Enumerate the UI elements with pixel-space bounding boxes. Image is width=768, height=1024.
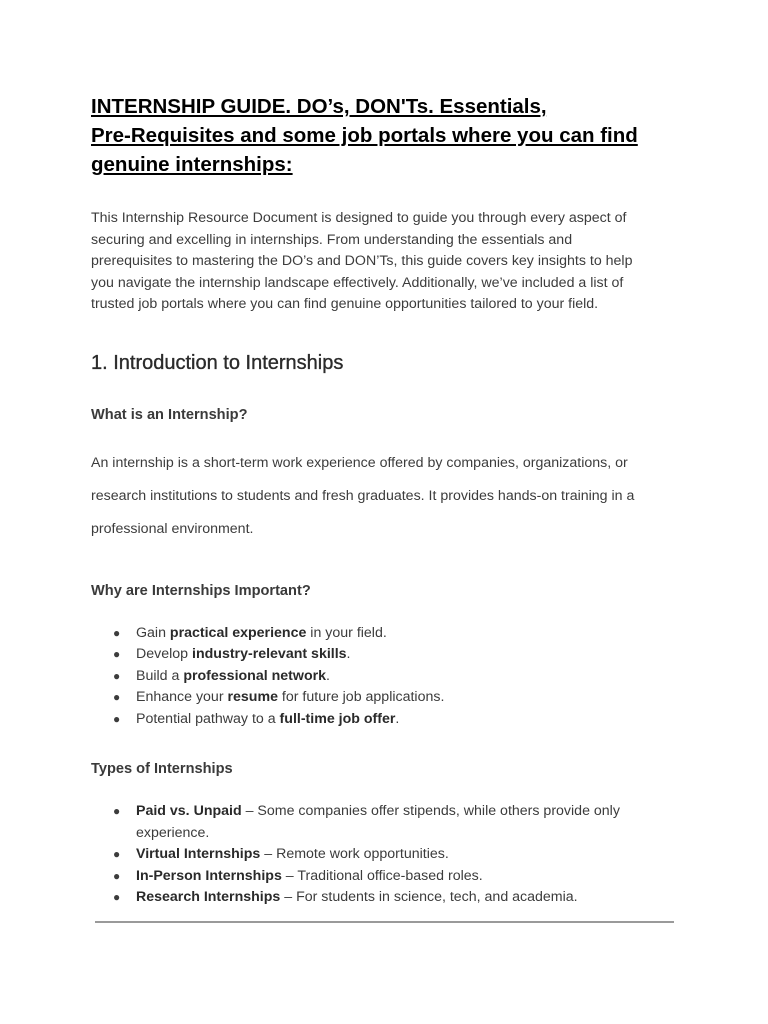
intro-line: prerequisites to mastering the DO’s and DON’Ts, this guide covers key insights to help [91,253,633,270]
why-important-list [91,623,681,731]
item-text: Gain [136,624,170,641]
what-is-internship-paragraph [91,447,681,546]
list-item [91,666,681,688]
item-text: – For students in science, tech, and academia. [280,889,578,906]
list-item [91,644,681,666]
bullet-icon: ● [113,647,121,662]
bullet-icon: ● [113,804,121,819]
bullet-icon: ● [113,690,121,705]
bullet-icon: ● [113,847,121,862]
subheading-why-important: Why are Internships Important? [91,582,311,599]
list-item [91,801,681,844]
paragraph-line: research institutions to students and fresh graduates. It provides hands-on training in a [91,487,635,504]
types-list [91,801,681,909]
item-text: Build a [136,667,184,684]
item-text: . [326,667,330,684]
item-text: . [346,646,351,663]
subheading-what-is-internship: What is an Internship? [91,406,248,423]
item-continuation: experience. [136,824,210,841]
bullet-icon: ● [113,868,121,883]
item-text: . [395,710,400,727]
item-text: – Traditional office-based roles. [281,867,483,884]
subheading-types: Types of Internships [91,761,233,778]
list-item [91,709,681,731]
document-title [91,92,681,179]
item-bold-text: practical experience [169,624,307,641]
paragraph-line: professional environment. [91,520,254,537]
bullet-icon: ● [113,668,121,683]
item-bold-text: Paid vs. Unpaid [136,803,242,820]
item-text: Develop [136,646,192,663]
item-bold-text: In-Person Internships [136,867,282,884]
item-bold-text: Virtual Internships [136,846,261,863]
item-bold-text: industry-relevant skills [192,646,347,663]
item-bold-text: professional network [183,667,327,684]
paragraph-line: An internship is a short-term work experience offered by companies, organizations, or [91,454,628,471]
bullet-icon: ● [113,711,121,726]
bullet-icon: ● [113,890,121,905]
intro-line: you navigate the internship landscape effectively. Additionally, we’ve included a list of [91,274,624,291]
title-line: genuine internships: [91,153,293,176]
section-heading-introduction: 1. Introduction to Internships [91,351,344,374]
title-line: INTERNSHIP GUIDE. DO’s, DON'Ts. Essentials, [91,95,547,118]
item-text: Enhance your [136,689,228,706]
intro-paragraph [91,208,681,316]
list-item [91,623,681,645]
list-item [91,687,681,709]
bullet-icon: ● [113,625,121,640]
intro-line: securing and excelling in internships. From understanding the essentials and [91,231,573,248]
list-item [91,887,681,909]
item-text: for future job applications. [277,689,445,706]
item-text: – Some companies offer stipends, while others provide only [241,803,620,820]
item-bold-text: resume [227,689,278,706]
list-item [91,844,681,866]
item-bold-text: full-time job offer [279,710,396,727]
intro-line: This Internship Resource Document is designed to guide you through every aspect of [91,210,627,226]
horizontal-divider [95,921,674,923]
item-text: – Remote work opportunities. [260,846,449,863]
list-item [91,866,681,888]
document-page [91,92,681,909]
intro-line: trusted job portals where you can find genuine opportunities tailored to your field. [91,296,599,313]
item-text: Potential pathway to a [136,710,280,727]
title-line: Pre-Requisites and some job portals where you can find [91,124,638,147]
item-bold-text: Research Internships [136,889,281,906]
item-text: in your field. [306,624,387,641]
